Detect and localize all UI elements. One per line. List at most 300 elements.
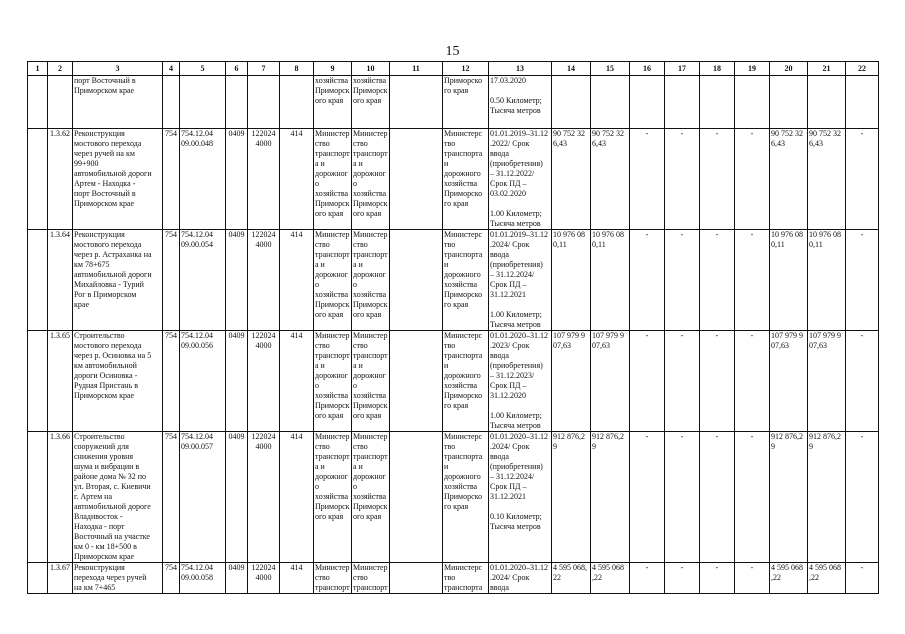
- cell-col-21: [808, 331, 846, 432]
- column-header-3: 3: [73, 62, 163, 76]
- cell-col-19: [735, 76, 770, 129]
- cell-line: мостового перехода: [74, 341, 142, 350]
- cell-line: автомобильной дороги: [74, 270, 152, 279]
- cell-line: 754.12.04: [181, 331, 213, 340]
- cell-line: мостового перехода: [74, 240, 142, 249]
- cell-col-4: 754: [163, 230, 180, 331]
- cell-col-11: [390, 563, 443, 594]
- cell-line: порт Восточный в: [74, 189, 136, 198]
- column-header-9: 9: [314, 62, 352, 76]
- cell-col-8: 414: [280, 432, 314, 563]
- cell-line: 01.01.2020–31.12: [490, 432, 548, 441]
- cell-line: 912 876,2: [771, 432, 803, 441]
- cell-line: км 0 - км 18+500 в: [74, 542, 137, 551]
- cell-line: крае: [74, 300, 89, 309]
- cell-line: г. Артем на: [74, 492, 112, 501]
- cell-line: Тысяча метров: [490, 219, 541, 228]
- cell-line: порт Восточный в: [74, 76, 136, 85]
- cell-line: 01.01.2020–31.12: [490, 563, 548, 572]
- column-header-13: 13: [489, 62, 552, 76]
- cell-line: ввода: [490, 250, 509, 259]
- column-header-1: 1: [28, 62, 48, 76]
- cell-col-11: [390, 331, 443, 432]
- cell-line: Находка - порт: [74, 522, 125, 531]
- cell-line: го края: [444, 401, 469, 410]
- cell-col-6: 0409: [226, 230, 248, 331]
- cell-col-9: [314, 432, 352, 563]
- cell-col-20: [770, 230, 808, 331]
- cell-col-19: -: [735, 129, 770, 230]
- cell-line: 1.00 Километр;: [490, 411, 542, 420]
- cell-col-7: [248, 563, 280, 594]
- column-header-16: 16: [630, 62, 665, 76]
- cell-line: дороги Осиновка -: [74, 371, 138, 380]
- cell-line: ввода: [490, 452, 509, 461]
- cell-line: тво: [444, 442, 456, 451]
- column-header-6: 6: [226, 62, 248, 76]
- cell-line: 9: [553, 442, 557, 451]
- cell-line: [490, 300, 550, 310]
- column-header-5: 5: [180, 62, 226, 76]
- cell-line: 07,63: [592, 341, 610, 350]
- cell-col-17: -: [665, 129, 700, 230]
- cell-line: 22: [553, 573, 561, 582]
- cell-col-22: -: [846, 230, 879, 331]
- cell-line: через р. Астраханка на: [74, 250, 152, 259]
- cell-line: автомобильной дороге: [74, 502, 151, 511]
- cell-col-9: [314, 76, 352, 129]
- cell-line: тво: [444, 341, 456, 350]
- cell-col-20: [770, 331, 808, 432]
- cell-line: 90 752 32: [809, 129, 841, 138]
- cell-line: ство: [315, 139, 330, 148]
- cell-line: 4 595 068: [592, 563, 624, 572]
- cell-line: 07,63: [809, 341, 827, 350]
- cell-col-17: -: [665, 331, 700, 432]
- cell-col-1: [28, 432, 48, 563]
- cell-line: – 31.12.2022/: [490, 169, 535, 178]
- cell-line: .2024/ Срок: [490, 240, 530, 249]
- cell-line: дорожног: [353, 371, 386, 380]
- cell-line: ого края: [353, 411, 382, 420]
- cell-line: .2022/ Срок: [490, 139, 530, 148]
- cell-line: о: [315, 179, 319, 188]
- column-header-18: 18: [700, 62, 735, 76]
- cell-line: 9: [771, 442, 775, 451]
- cell-line: 6,43: [771, 139, 785, 148]
- cell-col-1: [28, 563, 48, 594]
- cell-line: транспорта: [444, 351, 483, 360]
- cell-line: ство: [353, 442, 368, 451]
- cell-col-6: 0409: [226, 432, 248, 563]
- cell-line: хозяйства: [315, 391, 349, 400]
- cell-line: хозяйства: [444, 381, 478, 390]
- cell-col-4: [163, 76, 180, 129]
- cell-line: 01.01.2019–31.12: [490, 230, 548, 239]
- cell-col-12: [443, 432, 489, 563]
- cell-col-4: 754: [163, 129, 180, 230]
- cell-col-4: 754: [163, 331, 180, 432]
- cell-line: Министерс: [444, 331, 483, 340]
- cell-line: хозяйства: [315, 492, 349, 501]
- cell-line: 122024: [251, 331, 276, 340]
- cell-col-18: -: [700, 432, 735, 563]
- cell-line: хозяйства: [353, 76, 387, 85]
- cell-col-16: -: [630, 230, 665, 331]
- cell-col-1: [28, 76, 48, 129]
- cell-line: дорожног: [315, 169, 348, 178]
- cell-col-21: [808, 432, 846, 563]
- cell-col-2: 1.3.62: [48, 129, 73, 230]
- cell-line: транспорт: [315, 583, 350, 592]
- cell-line: Приморско: [444, 76, 483, 85]
- cell-line: Приморско: [444, 189, 483, 198]
- cell-line: Приморск: [353, 199, 388, 208]
- cell-line: 01.01.2020–31.12: [490, 331, 548, 340]
- cell-line: дорожного: [444, 169, 481, 178]
- cell-line: ство: [353, 139, 368, 148]
- cell-line: хозяйства: [315, 76, 349, 85]
- cell-line: о: [353, 482, 357, 491]
- cell-line: Министер: [315, 129, 350, 138]
- cell-line: Министер: [315, 432, 350, 441]
- cell-col-11: [390, 76, 443, 129]
- cell-line: шума и вибрации в: [74, 462, 140, 471]
- cell-col-10: [352, 331, 390, 432]
- cell-line: транспорт: [353, 452, 388, 461]
- register-table: [27, 61, 879, 594]
- cell-line: дорожног: [353, 169, 386, 178]
- cell-col-6: [226, 76, 248, 129]
- cell-col-8: 414: [280, 129, 314, 230]
- cell-col-21: [808, 76, 846, 129]
- cell-line: 122024: [251, 129, 276, 138]
- cell-line: Тысяча метров: [490, 522, 541, 531]
- cell-line: [490, 199, 550, 209]
- cell-col-10: [352, 230, 390, 331]
- cell-line: 754.12.04: [181, 563, 213, 572]
- cell-line: тво: [444, 240, 456, 249]
- cell-line: ого края: [353, 512, 382, 521]
- cell-line: ого края: [353, 209, 382, 218]
- cell-col-12: [443, 563, 489, 594]
- cell-line: Срок ПД –: [490, 381, 527, 390]
- cell-col-8: 414: [280, 230, 314, 331]
- cell-col-5: [180, 76, 226, 129]
- cell-line: ,22: [809, 573, 819, 582]
- cell-line: транспорта: [444, 583, 483, 592]
- cell-line: Министер: [353, 563, 388, 572]
- cell-line: хозяйства: [353, 189, 387, 198]
- cell-col-14: [552, 563, 591, 594]
- cell-line: Приморск: [315, 300, 350, 309]
- cell-line: Министер: [315, 331, 350, 340]
- cell-col-1: [28, 230, 48, 331]
- cell-line: а и: [315, 260, 325, 269]
- column-header-8: 8: [280, 62, 314, 76]
- cell-line: Рудная Пристань в: [74, 381, 138, 390]
- table-row: [28, 331, 879, 432]
- cell-line: ство: [315, 442, 330, 451]
- cell-line: Приморск: [315, 199, 350, 208]
- cell-line: 4 595 068: [809, 563, 841, 572]
- cell-col-2: 1.3.66: [48, 432, 73, 563]
- cell-line: транспорта: [444, 149, 483, 158]
- cell-col-2: 1.3.64: [48, 230, 73, 331]
- cell-col-13: [489, 129, 552, 230]
- cell-line: а и: [315, 159, 325, 168]
- cell-line: 122024: [251, 563, 276, 572]
- cell-line: 1.00 Километр;: [490, 310, 542, 319]
- cell-line: о: [353, 179, 357, 188]
- table-row: [28, 76, 879, 129]
- cell-col-20: [770, 563, 808, 594]
- cell-line: Владивосток -: [74, 512, 123, 521]
- cell-line: [490, 401, 550, 411]
- cell-line: Приморск: [315, 502, 350, 511]
- cell-col-10: [352, 76, 390, 129]
- cell-line: 754.12.04: [181, 230, 213, 239]
- table-row: [28, 230, 879, 331]
- cell-line: ввода: [490, 583, 509, 592]
- cell-col-18: -: [700, 563, 735, 594]
- cell-col-15: [591, 563, 630, 594]
- cell-line: хозяйства: [315, 189, 349, 198]
- column-header-22: 22: [846, 62, 879, 76]
- cell-col-22: -: [846, 563, 879, 594]
- cell-line: .2024/ Срок: [490, 573, 530, 582]
- cell-col-17: -: [665, 230, 700, 331]
- cell-col-6: 0409: [226, 563, 248, 594]
- cell-line: дорожног: [353, 472, 386, 481]
- cell-line: ого края: [353, 310, 382, 319]
- cell-line: тво: [444, 139, 456, 148]
- cell-line: дорожного: [444, 371, 481, 380]
- cell-line: Министерс: [444, 129, 483, 138]
- cell-col-6: 0409: [226, 129, 248, 230]
- cell-line: и: [444, 462, 449, 471]
- cell-col-4: 754: [163, 432, 180, 563]
- cell-line: го края: [444, 199, 469, 208]
- cell-line: 9: [809, 442, 813, 451]
- table-row: [28, 432, 879, 563]
- cell-line: Приморском крае: [74, 391, 135, 400]
- cell-col-13: [489, 432, 552, 563]
- column-header-11: 11: [390, 62, 443, 76]
- cell-line: – 31.12.2024/: [490, 270, 535, 279]
- cell-col-15: [591, 129, 630, 230]
- cell-line: Тысяча метров: [490, 421, 541, 430]
- cell-line: хозяйства: [444, 280, 478, 289]
- cell-line: Михайловка - Турий: [74, 280, 144, 289]
- column-header-4: 4: [163, 62, 180, 76]
- cell-col-15: [591, 76, 630, 129]
- cell-line: ого края: [353, 96, 382, 105]
- cell-line: 0,11: [553, 240, 567, 249]
- cell-line: ого края: [315, 209, 344, 218]
- cell-line: 107 979 9: [809, 331, 841, 340]
- cell-col-2: 1.3.65: [48, 331, 73, 432]
- cell-col-11: [390, 432, 443, 563]
- cell-col-20: [770, 432, 808, 563]
- cell-line: через ручей на км: [74, 149, 135, 158]
- cell-col-7: [248, 76, 280, 129]
- cell-line: 0,11: [771, 240, 785, 249]
- cell-line: 90 752 32: [553, 129, 585, 138]
- cell-col-17: -: [665, 432, 700, 563]
- cell-col-3: [73, 432, 163, 563]
- cell-line: Тысяча метров: [490, 106, 541, 115]
- cell-col-6: 0409: [226, 331, 248, 432]
- cell-line: 90 752 32: [592, 129, 624, 138]
- cell-line: 10 976 08: [553, 230, 585, 239]
- cell-line: (приобретения): [490, 361, 543, 370]
- cell-line: 122024: [251, 432, 276, 441]
- cell-line: 07,63: [771, 341, 789, 350]
- cell-col-1: [28, 129, 48, 230]
- cell-line: 90 752 32: [771, 129, 803, 138]
- cell-line: Реконструкция: [74, 563, 125, 572]
- cell-col-12: [443, 331, 489, 432]
- cell-col-14: [552, 432, 591, 563]
- cell-line: ого края: [315, 411, 344, 420]
- cell-col-13: [489, 563, 552, 594]
- cell-line: Тысяча метров: [490, 320, 541, 329]
- cell-line: 4000: [255, 139, 272, 148]
- cell-line: Министер: [353, 432, 388, 441]
- cell-col-14: [552, 230, 591, 331]
- cell-line: 09.00.058: [181, 573, 213, 582]
- cell-line: хозяйства: [353, 391, 387, 400]
- cell-line: ул. Вторая, с. Кневичи: [74, 482, 151, 491]
- cell-line: через р. Осиновка на 5: [74, 351, 152, 360]
- cell-line: .2023/ Срок: [490, 341, 530, 350]
- cell-line: – 31.12.2023/: [490, 371, 535, 380]
- cell-line: Рог в Приморском: [74, 290, 137, 299]
- cell-line: Приморско: [444, 391, 483, 400]
- cell-line: ввода: [490, 149, 509, 158]
- cell-line: транспорта: [444, 452, 483, 461]
- cell-line: 107 979 9: [592, 331, 624, 340]
- cell-line: Строительство: [74, 432, 125, 441]
- cell-col-12: [443, 129, 489, 230]
- cell-line: (приобретения): [490, 260, 543, 269]
- table-row: [28, 129, 879, 230]
- cell-col-2: [48, 76, 73, 129]
- cell-line: го края: [444, 300, 469, 309]
- column-header-17: 17: [665, 62, 700, 76]
- cell-line: 4000: [255, 341, 272, 350]
- cell-col-18: -: [700, 230, 735, 331]
- cell-line: Министер: [315, 563, 350, 572]
- cell-line: го края: [444, 502, 469, 511]
- column-header-21: 21: [808, 62, 846, 76]
- cell-line: 10 976 08: [592, 230, 624, 239]
- cell-line: на км 7+465: [74, 583, 116, 592]
- cell-line: ство: [315, 341, 330, 350]
- cell-line: тво: [444, 573, 456, 582]
- cell-col-5: [180, 331, 226, 432]
- cell-line: транспорт: [353, 583, 388, 592]
- cell-line: Приморско: [444, 290, 483, 299]
- cell-line: транспорт: [315, 351, 350, 360]
- cell-line: 17.03.2020: [490, 76, 526, 85]
- cell-line: 0.10 Километр;: [490, 512, 542, 521]
- cell-col-16: -: [630, 563, 665, 594]
- cell-line: Министер: [315, 230, 350, 239]
- cell-col-7: [248, 432, 280, 563]
- cell-line: автомобильной дороги: [74, 169, 152, 178]
- cell-line: Министерс: [444, 432, 483, 441]
- cell-line: а и: [315, 361, 325, 370]
- cell-col-22: [846, 76, 879, 129]
- cell-col-3: [73, 230, 163, 331]
- cell-col-13: [489, 76, 552, 129]
- cell-line: 03.02.2020: [490, 189, 526, 198]
- cell-line: о: [315, 381, 319, 390]
- cell-col-18: [700, 76, 735, 129]
- cell-line: о: [315, 482, 319, 491]
- cell-line: 0,11: [592, 240, 606, 249]
- cell-line: Артем - Находка -: [74, 179, 136, 188]
- cell-line: транспорт: [315, 250, 350, 259]
- cell-col-5: [180, 432, 226, 563]
- cell-line: ство: [353, 240, 368, 249]
- cell-col-20: [770, 76, 808, 129]
- cell-col-9: [314, 129, 352, 230]
- cell-line: дорожного: [444, 270, 481, 279]
- cell-col-18: -: [700, 331, 735, 432]
- cell-col-22: -: [846, 432, 879, 563]
- column-header-10: 10: [352, 62, 390, 76]
- cell-line: 6,43: [553, 139, 567, 148]
- cell-line: дорожног: [315, 270, 348, 279]
- cell-col-7: [248, 331, 280, 432]
- cell-line: хозяйства: [353, 290, 387, 299]
- cell-line: Реконструкция: [74, 129, 125, 138]
- cell-col-4: 754: [163, 563, 180, 594]
- cell-col-7: [248, 129, 280, 230]
- cell-col-16: -: [630, 331, 665, 432]
- cell-line: (приобретения): [490, 462, 543, 471]
- cell-col-22: -: [846, 331, 879, 432]
- cell-line: 99+900: [74, 159, 99, 168]
- cell-line: 912 876,2: [809, 432, 841, 441]
- table-row: [28, 563, 879, 594]
- cell-col-7: [248, 230, 280, 331]
- cell-col-9: [314, 230, 352, 331]
- cell-col-17: [665, 76, 700, 129]
- cell-col-16: -: [630, 129, 665, 230]
- cell-line: снижения уровня: [74, 452, 134, 461]
- cell-col-20: [770, 129, 808, 230]
- cell-col-15: [591, 230, 630, 331]
- cell-line: и: [444, 260, 449, 269]
- cell-line: и: [444, 159, 449, 168]
- cell-col-16: [630, 76, 665, 129]
- cell-line: 107 979 9: [771, 331, 803, 340]
- cell-line: ство: [353, 573, 368, 582]
- page-number: 15: [445, 44, 460, 59]
- cell-line: го края: [444, 86, 469, 95]
- cell-line: Реконструкция: [74, 230, 125, 239]
- cell-line: 10 976 08: [809, 230, 841, 239]
- cell-col-13: [489, 331, 552, 432]
- cell-line: дорожног: [353, 270, 386, 279]
- cell-line: [490, 502, 550, 512]
- cell-line: Министерс: [444, 230, 483, 239]
- table-body: [28, 76, 879, 594]
